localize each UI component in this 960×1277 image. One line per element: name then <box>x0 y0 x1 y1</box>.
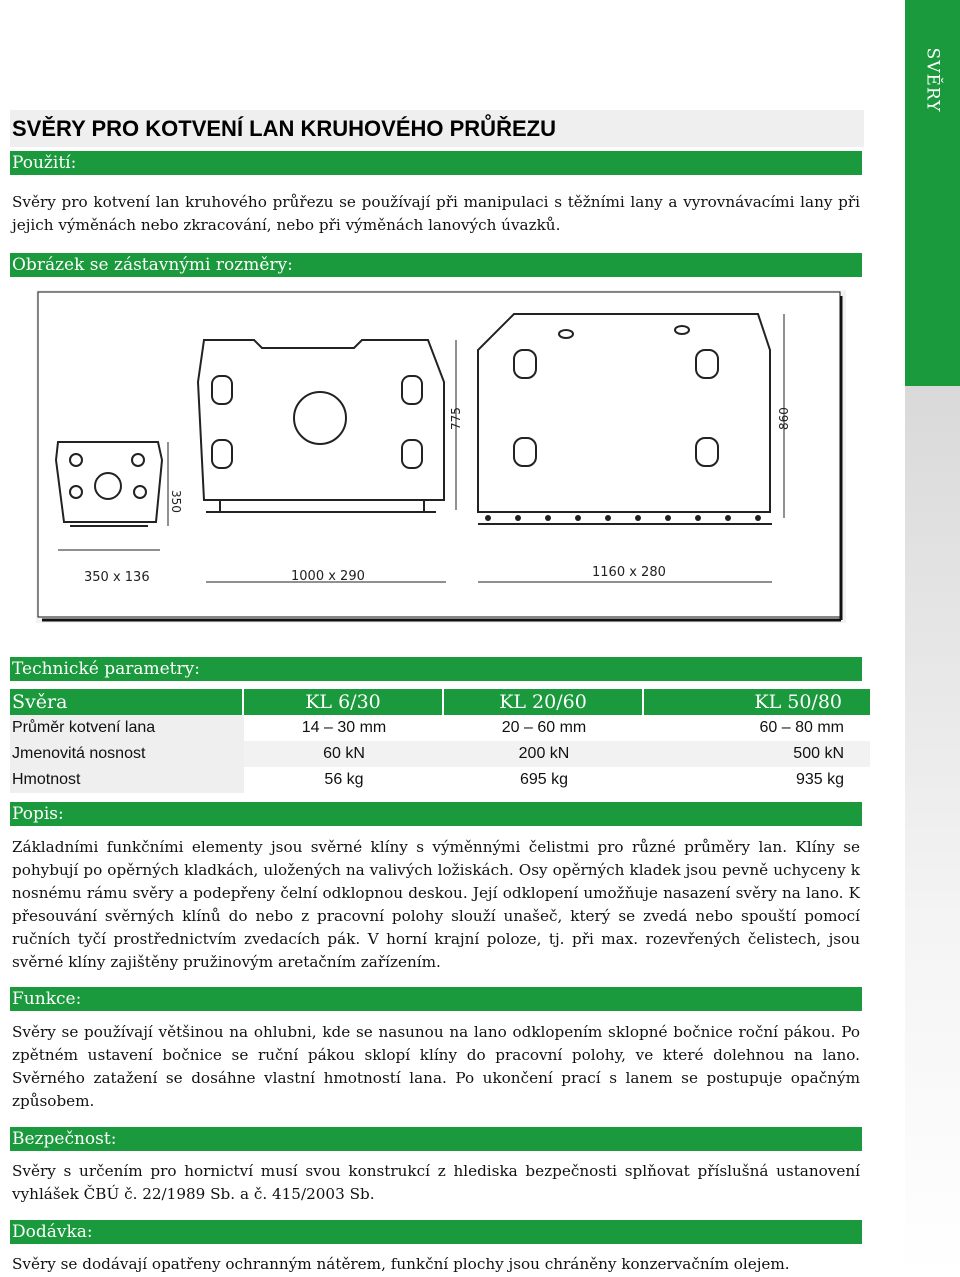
sidebar-gradient <box>905 386 960 1277</box>
safety-heading: Bezpečnost: <box>10 1127 862 1151</box>
medium-dim-label: 1000 x 290 <box>291 569 365 584</box>
table-row <box>10 741 870 767</box>
dimension-drawing <box>36 290 846 623</box>
table-cell: 695 kg <box>519 771 569 788</box>
use-heading: Použití: <box>10 151 862 175</box>
table-cell: 60 kN <box>244 741 444 767</box>
table-header-cell: Svěra <box>10 689 244 715</box>
table-cell: 56 kg <box>324 771 364 788</box>
table-header-cell: KL 20/60 <box>444 689 644 715</box>
table-row <box>10 715 870 741</box>
table-cell: 20 – 60 mm <box>501 719 587 736</box>
small-height-label: 350 <box>169 490 183 513</box>
use-text: Svěry pro kotvení lan kruhového průřezu se používají při manipulaci s těžními lany a vyrovnávacími lany při jejich výměnách nebo zkracování, nebo při výměnách lanových úvazků. <box>12 193 860 234</box>
row-label: Průměr kotvení lana <box>10 715 244 741</box>
small-dim-label: 350 x 136 <box>84 570 150 585</box>
table-cell: 200 kN <box>444 741 644 767</box>
delivery-heading: Dodávka: <box>10 1220 862 1244</box>
table-header-cell: KL 6/30 <box>244 689 444 715</box>
sidebar-label: SVĚRY <box>922 47 943 113</box>
table-cell: 14 – 30 mm <box>301 719 387 736</box>
large-height-label: 860 <box>777 407 791 430</box>
table-cell: 500 kN <box>644 741 870 767</box>
function-text: Svěry se používají většinou na ohlubni, kde se nasunou na lano odklopením sklopné bočnice roční pákou. Po zpětném ustavení bočnice se ruční pákou sklopí klíny do pracovní polohy, ve které dolehnou na lano. Svěrného zatažení se dosáhne vlastní hmotností lana. Po ukončení prací s lanem se postupuje opačným způsobem. <box>12 1023 860 1110</box>
table-cell: 935 kg <box>795 771 844 788</box>
table-cell: 60 – 80 mm <box>759 719 844 736</box>
params-heading: Technické parametry: <box>10 657 862 681</box>
delivery-text: Svěry se dodávají opatřeny ochranným nátěrem, funkční plochy jsou chráněny konzervačním olejem. <box>12 1255 790 1273</box>
function-heading: Funkce: <box>10 987 862 1011</box>
table-header-cell: KL 50/80 <box>754 691 842 713</box>
table-header <box>10 689 870 715</box>
page-title: SVĚRY PRO KOTVENÍ LAN KRUHOVÉHO PRŮŘEZU <box>10 110 864 147</box>
large-dim-label: 1160 x 280 <box>592 565 666 580</box>
row-label: Jmenovitá nosnost <box>10 741 244 767</box>
desc-text: Základními funkčními elementy jsou svěrné klíny s výměnnými čelistmi pro různé průměry lan. Klíny se pohybují po opěrných kladkách, uložených na valivých ložiskách. Osy opěrných kladek jsou pevně uchyceny k nosnému rámu svěry a podepřeny čelní odklopnou deskou. Její odklopení umožňuje nasazení svěry na lano. K přesouvání svěrných klínů do nebo z pracovní polohy slouží unašeč, který se zvedá nebo spouští pomocí ručních tyčí prostřednictvím zvedacích pák. V horní krajní poloze, tj. při max. rozevřených čelistech, jsou svěrné klíny zajištěny pružinovým aretačním zařízením. <box>12 838 860 971</box>
medium-height-label: 775 <box>449 407 463 430</box>
table-row <box>10 767 870 793</box>
figure-heading: Obrázek se zástavnými rozměry: <box>10 253 862 277</box>
desc-heading: Popis: <box>10 802 862 826</box>
safety-text: Svěry s určením pro hornictví musí svou konstrukcí z hlediska bezpečnosti splňovat příslušná ustanovení vyhlášek ČBÚ č. 22/1989 Sb. a č. 415/2003 Sb. <box>12 1162 860 1203</box>
parameters-table <box>10 689 870 793</box>
row-label: Hmotnost <box>10 767 244 793</box>
drawing-frame <box>38 292 840 617</box>
